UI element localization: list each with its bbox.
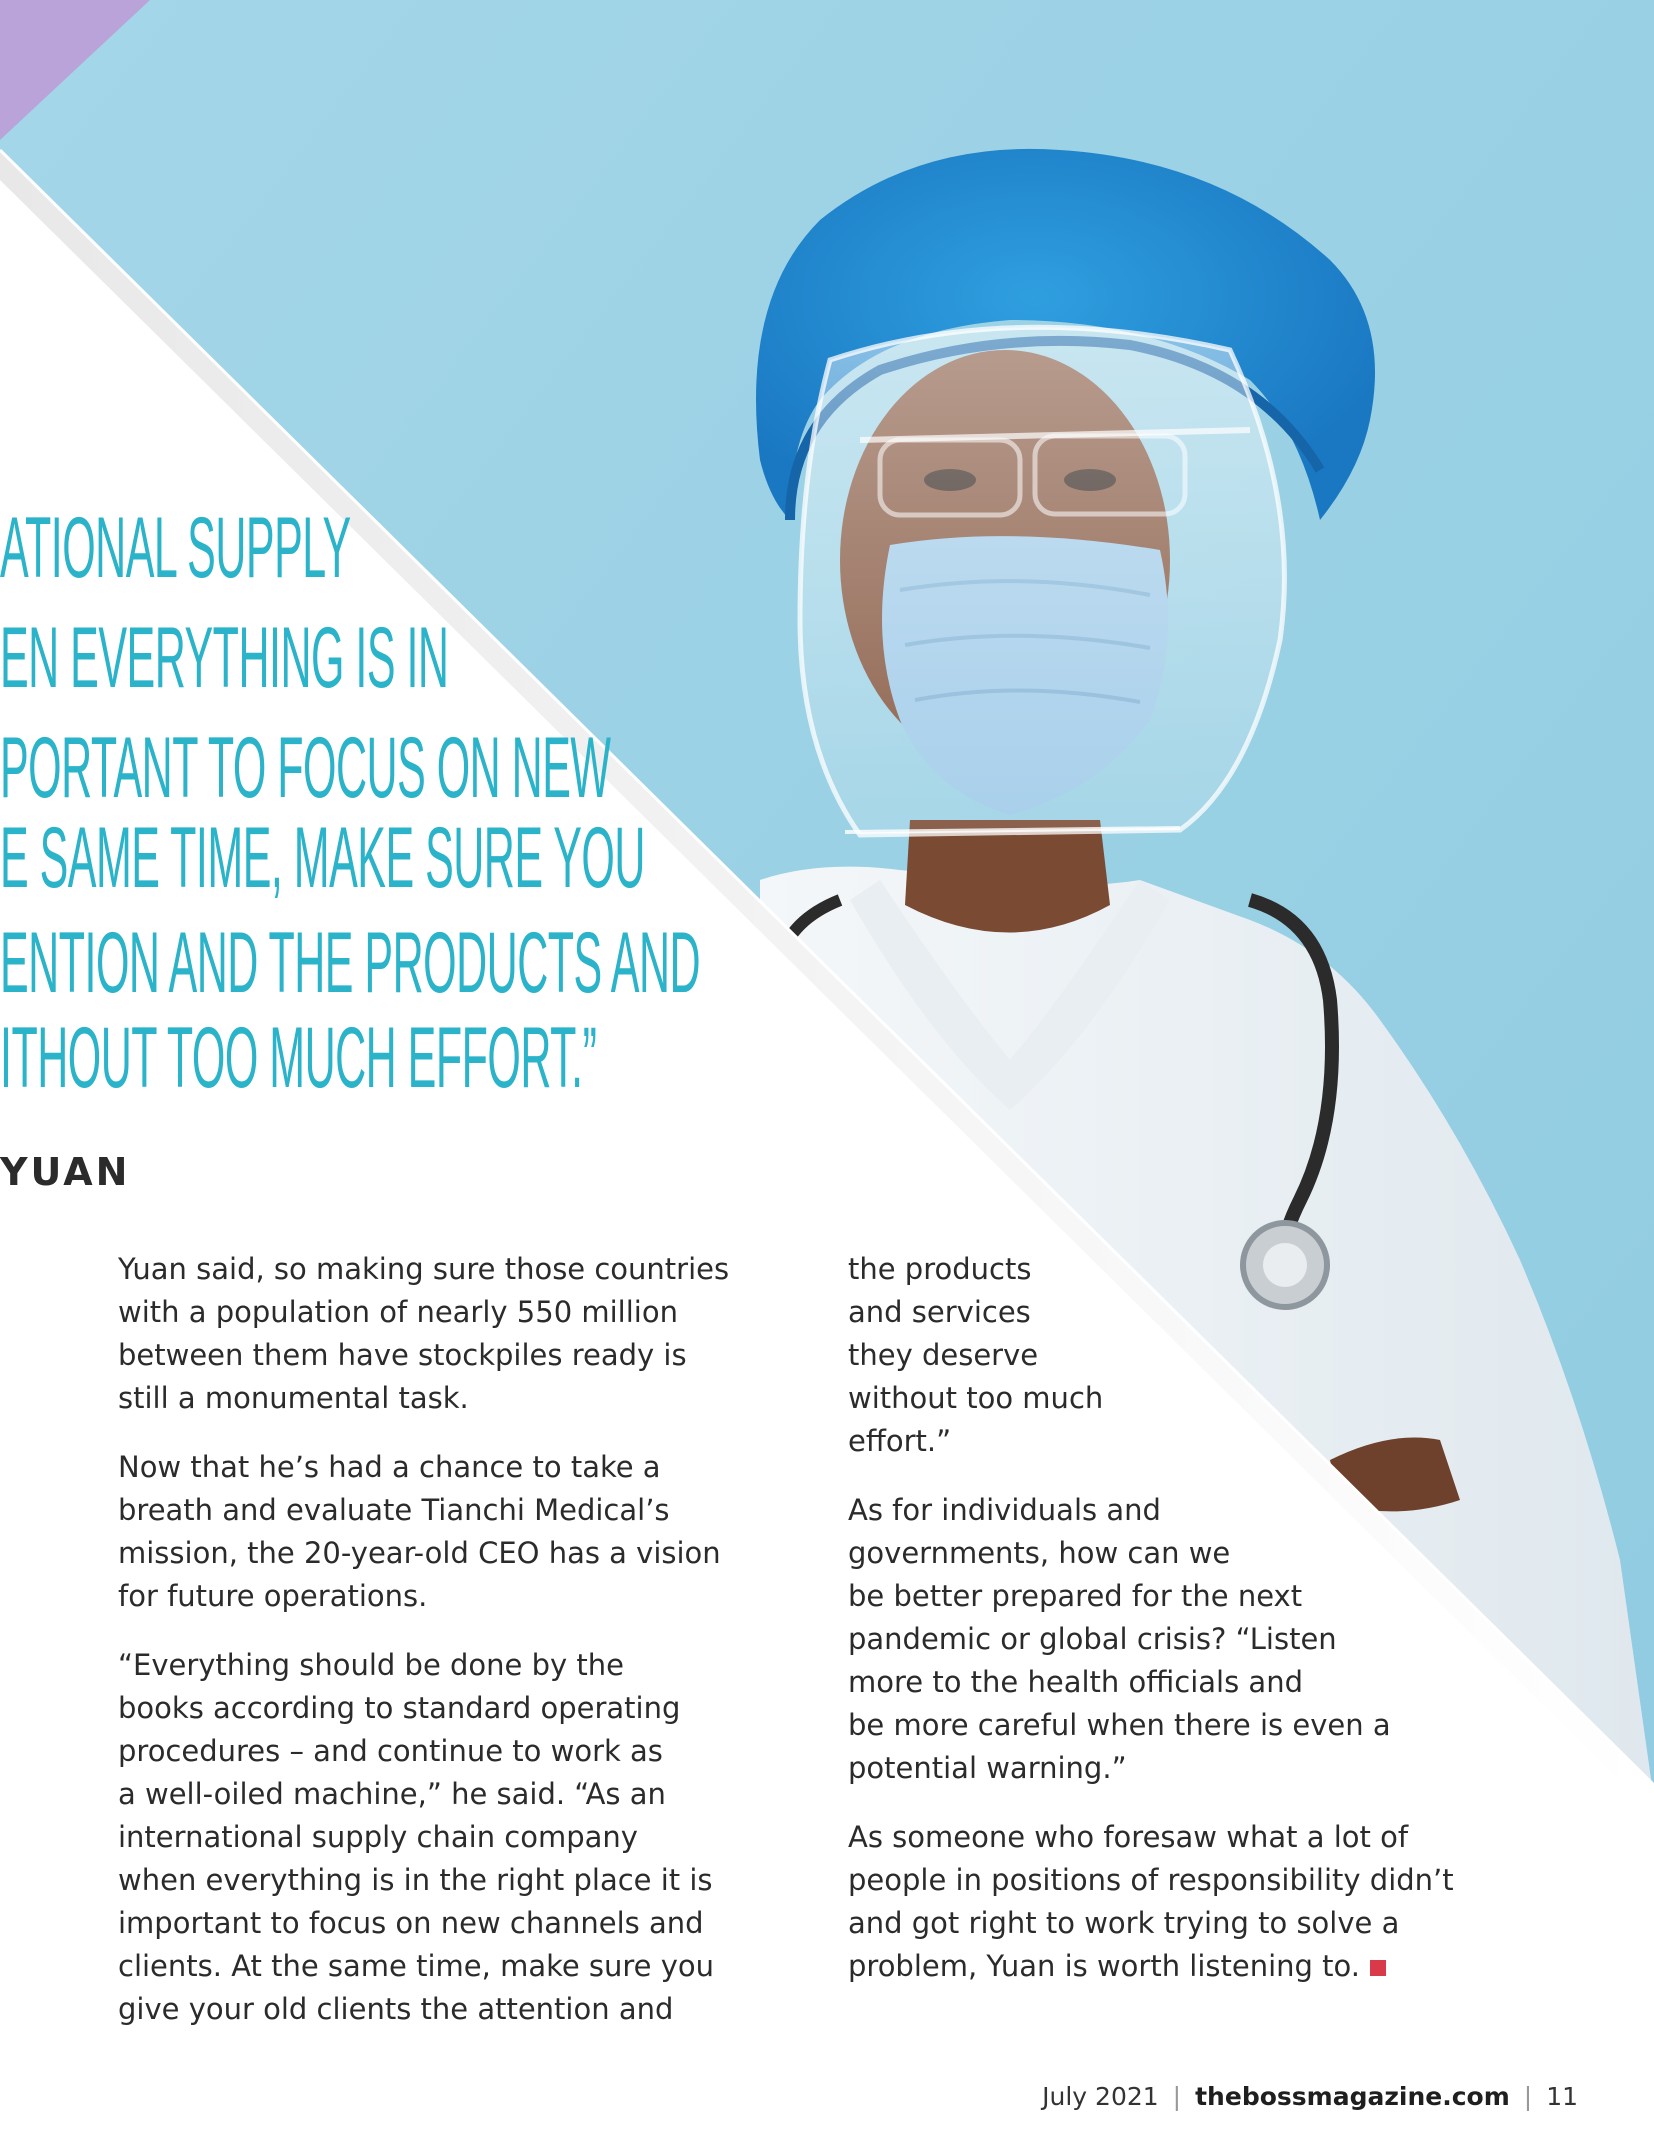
paragraph: “Everything should be done by the books according to standard operating procedures – and continue to work as a well-oiled machine,” he said. “As an international supply chain company when everything is in the right place it is important to focus on new channels and clients. At the same time, make sure you give your old clients the attention and — [118, 1648, 715, 2026]
end-mark-icon — [1370, 1960, 1386, 1976]
quote-attribution: YUAN — [0, 1150, 131, 1194]
pull-quote-line: ITHOUT TOO MUCH EFFORT.” — [0, 1010, 597, 1106]
footer-separator: | — [1172, 2082, 1182, 2111]
pull-quote-line: EN EVERYTHING IS IN — [0, 610, 449, 706]
pull-quote-line: ENTION AND THE PRODUCTS AND — [0, 915, 701, 1011]
paragraph: As for individuals and governments, how can we be better prepared for the next pandemic or global crisis? “Listen more to the health officials and be more careful when there is even a potential warning.” — [848, 1493, 1391, 1785]
page-footer — [1042, 2082, 1578, 2111]
article-right-column — [848, 1248, 1568, 2014]
article-left-column — [118, 1248, 818, 2057]
paragraph-text: As someone who foresaw what a lot of people in positions of responsibility didn’t and got right to work trying to solve a problem, Yuan is worth listening to. — [848, 1820, 1454, 1983]
paragraph: Now that he’s had a chance to take a breath and evaluate Tianchi Medical’s mission, the 20-year-old CEO has a vision for future operations. — [118, 1450, 721, 1613]
pull-quote-line: ATIONAL SUPPLY — [0, 500, 351, 596]
issue-date: July 2021 — [1042, 2082, 1159, 2111]
paragraph — [848, 1816, 1568, 1988]
pull-quote-line: PORTANT TO FOCUS ON NEW — [0, 720, 611, 816]
pull-quote-line: E SAME TIME, MAKE SURE YOU — [0, 810, 645, 906]
page-number: 11 — [1546, 2082, 1578, 2111]
footer-separator: | — [1523, 2082, 1533, 2111]
paragraph: the products and services they deserve without too much effort.” — [848, 1252, 1104, 1458]
website-link[interactable]: thebossmagazine.com — [1195, 2082, 1510, 2111]
paragraph: Yuan said, so making sure those countries with a population of nearly 550 million between them have stockpiles ready is still a monumental task. — [118, 1252, 730, 1415]
